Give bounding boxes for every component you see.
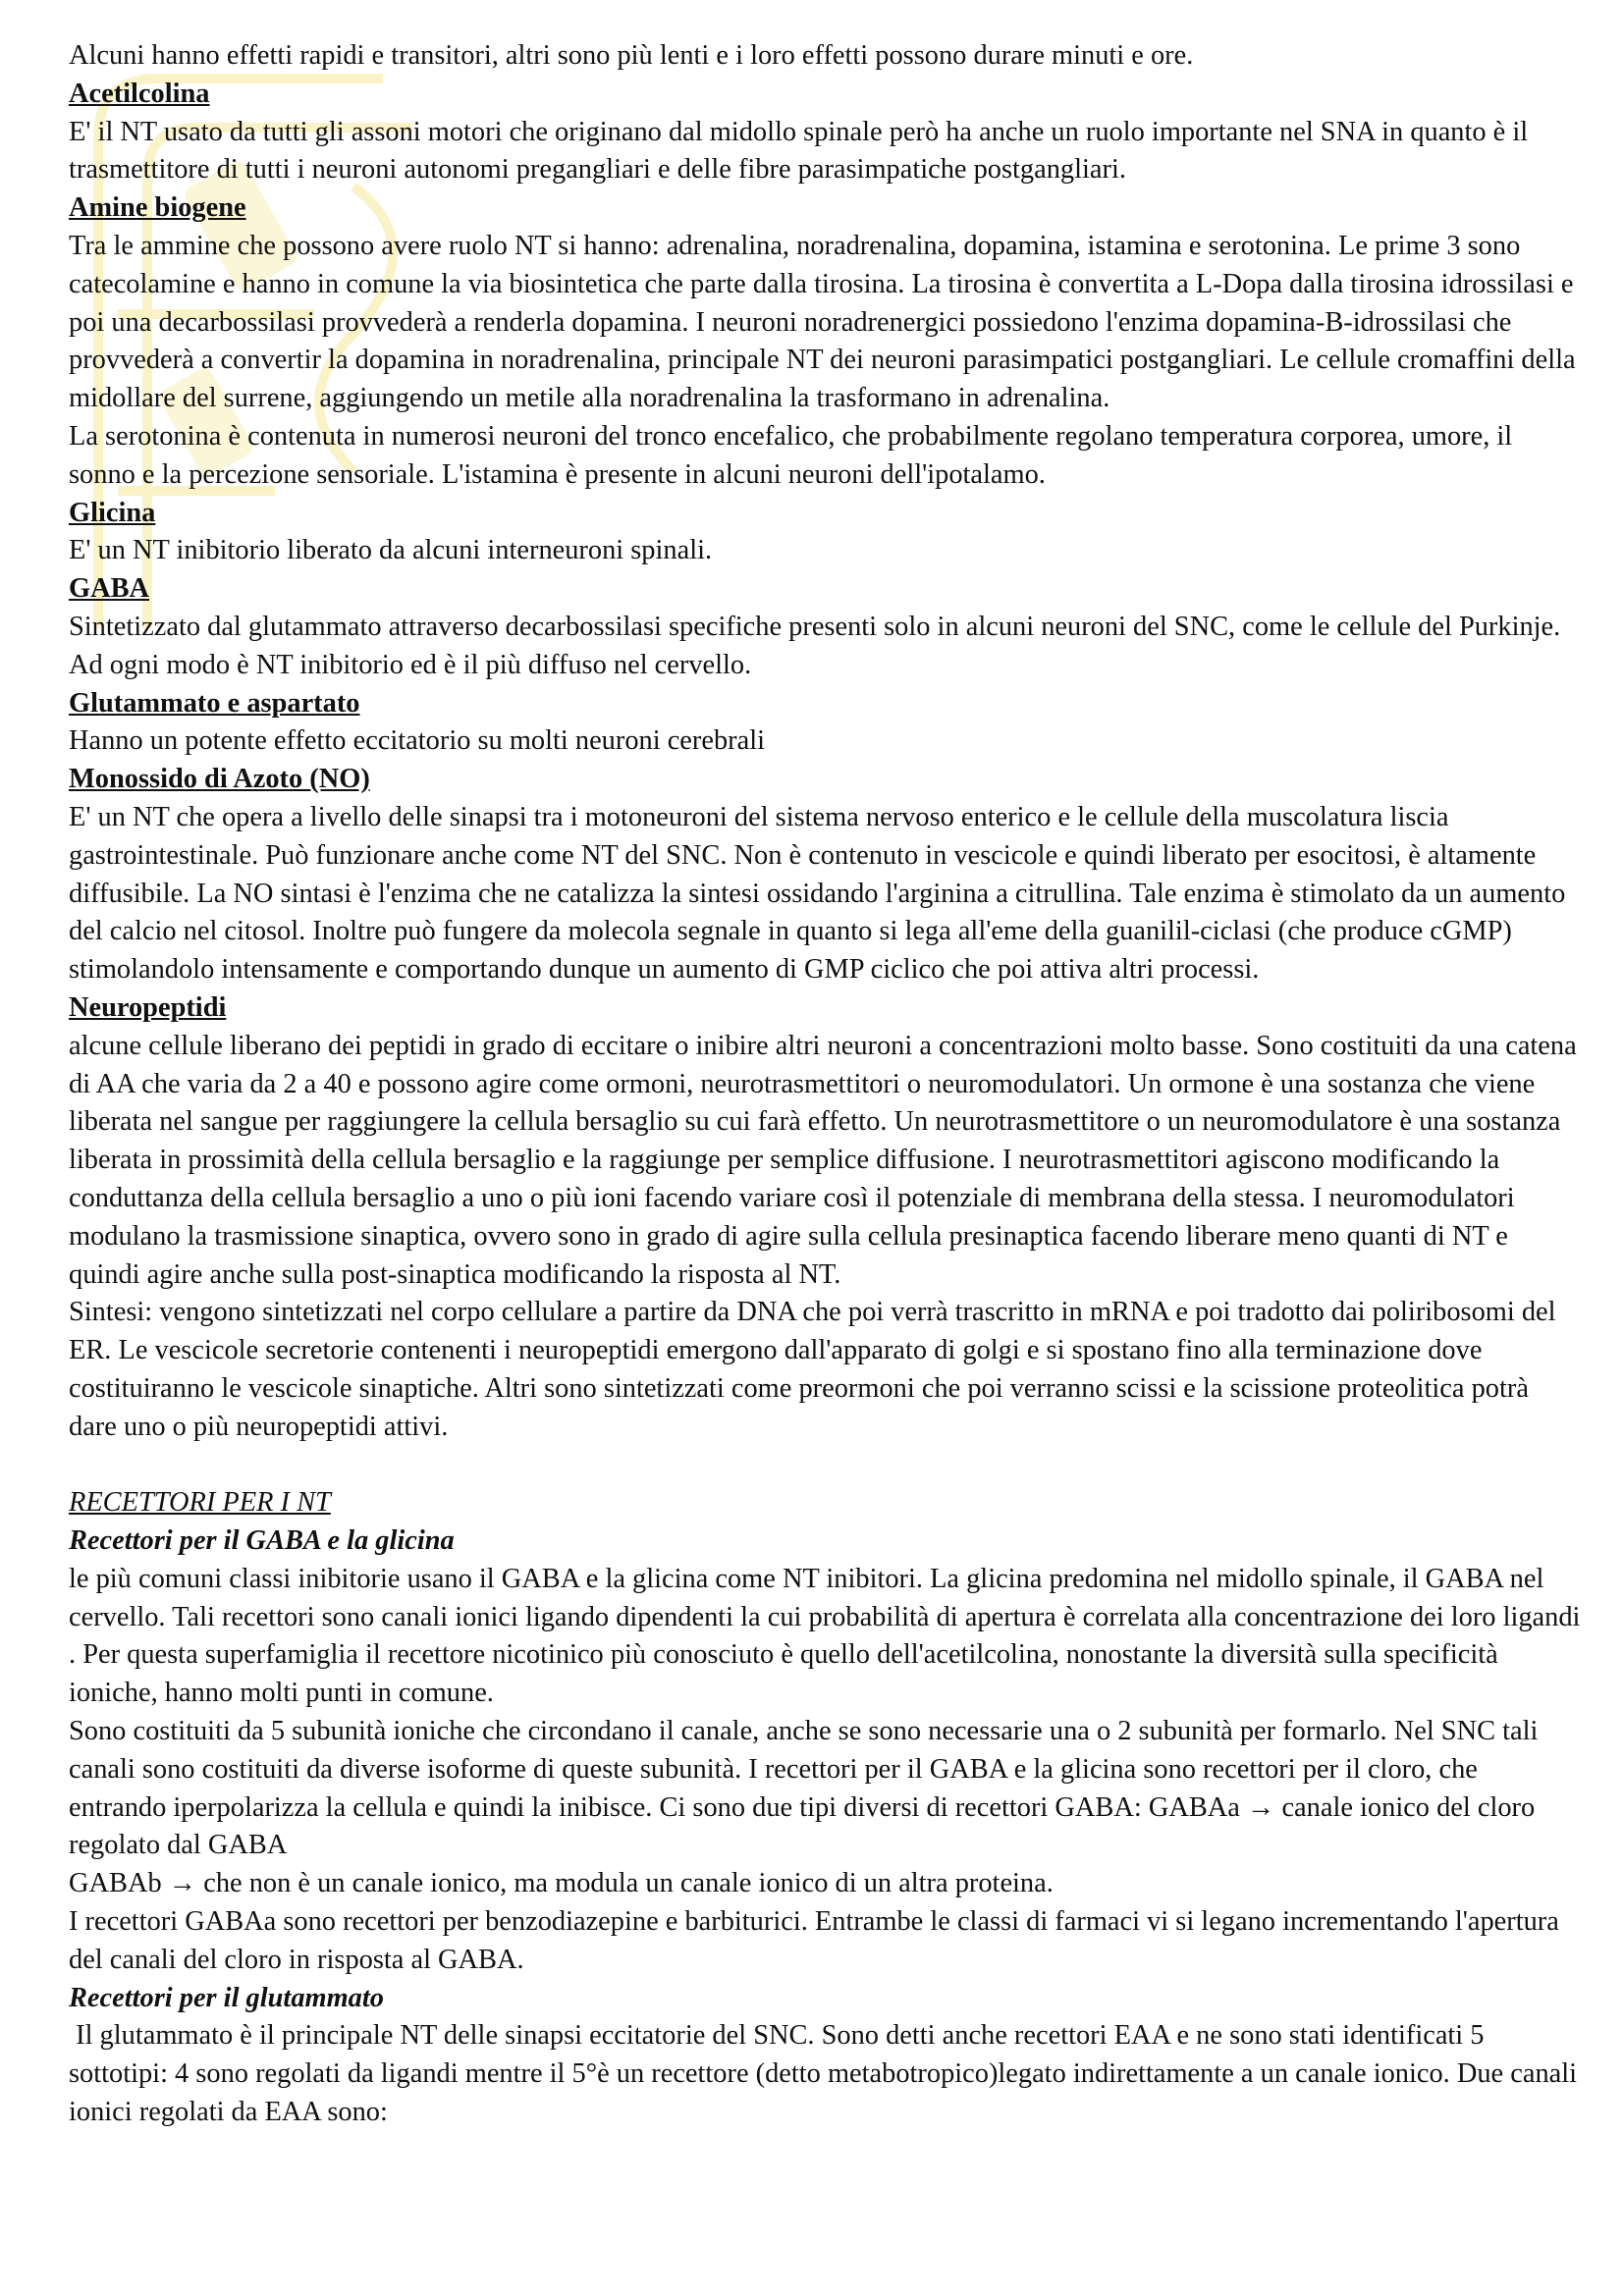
section-heading: Glicina	[69, 497, 156, 528]
paragraph: Sintesi: vengono sintetizzati nel corpo cellulare a partire da DNA che poi verrà trascritto in mRNA e poi tradotto dai poliribosomi del ER. Le vescicole secretorie contenenti i neuropeptidi emergono dall'apparato di golgi e si spostano fino alla terminazione dove costituiranno le vescicole sinaptiche. Altri sono sintetizzati come preormoni che poi verranno scissi e la scissione proteolitica potrà dare uno o più neuropeptidi attivi.	[69, 1297, 1556, 1442]
paragraph: GABAb → che non è un canale ionico, ma modula un canale ionico di un altra proteina.	[69, 1868, 1054, 1899]
paragraph: le più comuni classi inibitorie usano il GABA e la glicina come NT inibitori. La glicina predomina nel midollo spinale, il GABA nel cervello. Tali recettori sono canali ionici ligando dipendenti la cui probabilità di apertura è correlata alla concentrazione dei loro ligandi . Per questa superfamiglia il recettore nicotinico più conosciuto è quello dell'acetilcolina, nonostante la diversità sulla specificità ioniche, hanno molti punti in comune.	[69, 1563, 1581, 1709]
section-amine-biogene	[69, 189, 1581, 494]
section-gaba	[69, 570, 1581, 684]
paragraph: Sintetizzato dal glutammato attraverso decarbossilasi specifiche presenti solo in alcuni neuroni del SNC, come le cellule del Purkinje. Ad ogni modo è NT inibitorio ed è il più diffuso nel cervello.	[69, 611, 1561, 680]
section-heading: Acetilcolina	[69, 78, 210, 109]
paragraph: Hanno un potente effetto eccitatorio su molti neuroni cerebrali	[69, 725, 765, 757]
paragraph: E' il NT usato da tutti gli assoni motori che originano dal midollo spinale però ha anche un ruolo importante nel SNA in quanto è il trasmettitore di tutti i neuroni autonomi pregangliari e delle fibre parasimpatiche postgangliari.	[69, 116, 1529, 186]
paragraph: I recettori GABAa sono recettori per benzodiazepine e barbiturici. Entrambe le classi di farmaci vi si legano incrementando l'apertura del canali del cloro in risposta al GABA.	[69, 1906, 1559, 1975]
section-recettori-gaba-glicina	[69, 1522, 1581, 1980]
intro-paragraph: Alcuni hanno effetti rapidi e transitori, altri sono più lenti e i loro effetti possono durare minuti e ore.	[69, 40, 1194, 71]
paragraph: E' un NT che opera a livello delle sinapsi tra i motoneuroni del sistema nervoso enterico e le cellule della muscolatura liscia gastrointestinale. Può funzionare anche come NT del SNC. Non è contenuto in vescicole e quindi liberato per esocitosi, è altamente diffusibile. La NO sintasi è l'enzima che ne catalizza la sintesi ossidando l'arginina a citrullina. Tale enzima è stimolato da un aumento del calcio nel citosol. Inoltre può fungere da molecola segnale in quanto si lega all'eme della guanilil-ciclasi (che produce cGMP) stimolandolo intensamente e comportando dunque un aumento di GMP ciclico che poi attiva altri processi.	[69, 801, 1566, 986]
section-acetilcolina	[69, 76, 1581, 189]
section-heading: Amine biogene	[69, 192, 246, 224]
document-page	[69, 37, 1585, 2132]
subsection-heading: Recettori per il GABA e la glicina	[69, 1525, 455, 1557]
section-heading: Glutammato e aspartato	[69, 687, 360, 719]
section-heading: GABA	[69, 573, 150, 605]
blank-line	[69, 1446, 1581, 1484]
paragraph: Sono costituiti da 5 subunità ioniche che circondano il canale, anche se sono necessarie una o 2 subunità per formarlo. Nel SNC tali canali sono costituiti da diverse isoforme di queste subunità. I recettori per il GABA e la glicina sono recettori per il cloro, che entrando iperpolarizza la cellula e quindi la inibisce. Ci sono due tipi diversi di recettori GABA: GABAa → canale ionico del cloro regolato dal GABA	[69, 1716, 1539, 1861]
paragraph: E' un NT inibitorio liberato da alcuni interneuroni spinali.	[69, 535, 713, 566]
paragraph: La serotonina è contenuta in numerosi neuroni del tronco encefalico, che probabilmente regolano temperatura corporea, umore, il sonno e la percezione sensoriale. L'istamina è presente in alcuni neuroni dell'ipotalamo.	[69, 420, 1513, 490]
paragraph: Tra le ammine che possono avere ruolo NT si hanno: adrenalina, noradrenalina, dopamina, istamina e serotonina. Le prime 3 sono catecolamine e hanno in comune la via biosintetica che parte dalla tirosina. La tirosina è convertita a L-Dopa dalla tirosina idrossilasi e poi una decarbossilasi provvederà a renderla dopamina. I neuroni noradrenergici possiedono l'enzima dopamina-B-idrossilasi che provvederà a convertir la dopamina in noradrenalina, principale NT dei neuroni parasimpatici postgangliari. Le cellule cromaffini della midollare del surrene, aggiungendo un metile alla noradrenalina la trasformano in adrenalina.	[69, 230, 1576, 414]
section-heading: Neuropeptidi	[69, 991, 227, 1023]
section-recettori-glutammato	[69, 1980, 1585, 2132]
subsection-heading: Recettori per il glutammato	[69, 1982, 384, 2013]
section-monossido-di-azoto	[69, 761, 1581, 989]
section-glutammato-aspartato	[69, 685, 1581, 762]
paragraph: Il glutammato è il principale NT delle sinapsi eccitatorie del SNC. Sono detti anche recettori EAA e ne sono stati identificati 5 sottotipi: 4 sono regolati da ligandi mentre il 5°è un recettore (detto metabotropico)legato indirettamente a un canale ionico. Due canali ionici regolati da EAA sono:	[69, 2020, 1585, 2128]
section-heading: Monossido di Azoto (NO)	[69, 764, 370, 795]
section-glicina	[69, 495, 1581, 571]
receptors-title: RECETTORI PER I NT	[69, 1487, 331, 1519]
section-neuropeptidi	[69, 989, 1581, 1447]
paragraph: alcune cellule liberano dei peptidi in grado di eccitare o inibire altri neuroni a concentrazioni molto basse. Sono costituiti da una catena di AA che varia da 2 a 40 e possono agire come ormoni, neurotrasmettitori o neuromodulatori. Un ormone è una sostanza che viene liberata nel sangue per raggiungere la cellula bersaglio su cui farà effetto. Un neurotrasmettitore o un neuromodulatore è una sostanza liberata in prossimità della cellula bersaglio e la raggiunge per semplice diffusione. I neurotrasmettitori agiscono modificando la conduttanza della cellula bersaglio a uno o più ioni facendo variare così il potenziale di membrana della stessa. I neuromodulatori modulano la trasmissione sinaptica, ovvero sono in grado di agire sulla cellula presinaptica facendo liberare meno quanti di NT e quindi agire anche sulla post-sinaptica modificando la risposta al NT.	[69, 1030, 1577, 1290]
